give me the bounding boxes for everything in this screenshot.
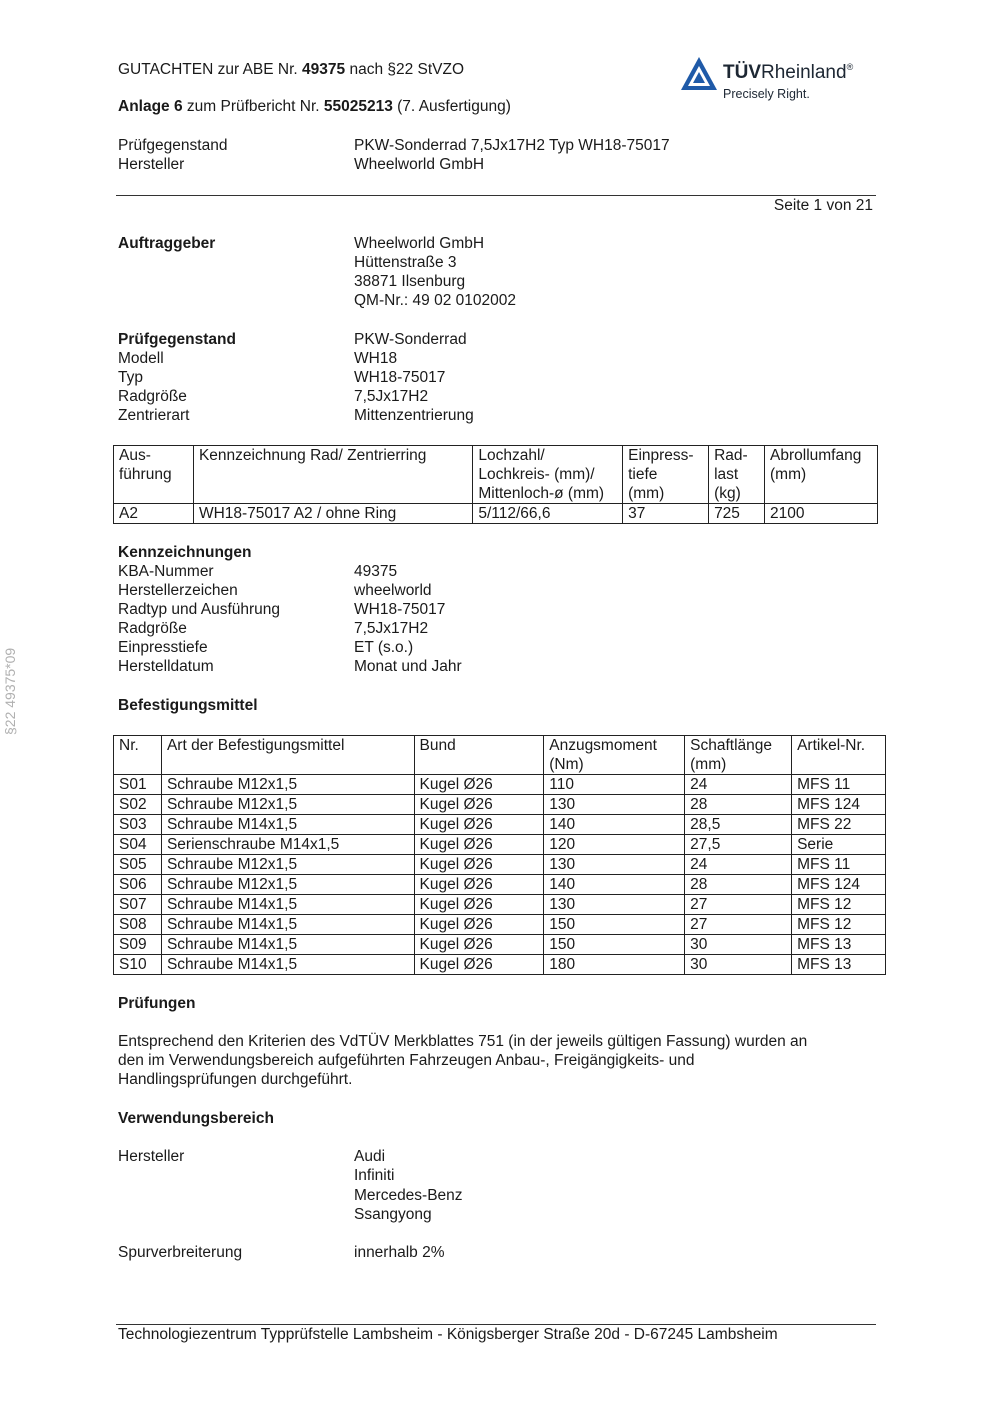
fastener-cell: S05 <box>114 855 162 875</box>
fastener-cell: 150 <box>544 935 685 955</box>
footer-text: Technologiezentrum Typprüfstelle Lambsheim - Königsberger Straße 20d - D-67245 Lambsheim <box>118 1326 778 1343</box>
tests-paragraph-line: Handlingsprüfungen durchgeführt. <box>118 1071 353 1088</box>
fastener-cell: Schraube M14x1,5 <box>161 935 414 955</box>
tests-paragraph-line: den im Verwendungsbereich aufgeführten Fahrzeugen Anbau-, Freigängigkeits- und <box>118 1052 695 1069</box>
table-row <box>114 504 878 524</box>
fastener-cell: 140 <box>544 875 685 895</box>
fastener-cell: Schraube M12x1,5 <box>161 775 414 795</box>
wheel-cell: 5/112/66,6 <box>473 504 623 524</box>
marking-label: Radgröße <box>118 620 187 637</box>
fastener-cell: S10 <box>114 955 162 975</box>
subject-row-value: Mittenzentrierung <box>354 407 474 424</box>
fastener-cell: MFS 124 <box>792 875 886 895</box>
client-label: Auftraggeber <box>118 235 216 252</box>
fastener-cell: Schraube M12x1,5 <box>161 795 414 815</box>
table-row <box>114 915 886 935</box>
wheel-header-cell: Abrollumfang (mm) <box>765 446 878 504</box>
fastener-table <box>113 735 886 975</box>
wheel-cell: A2 <box>114 504 194 524</box>
fastener-cell: Schraube M14x1,5 <box>161 955 414 975</box>
subject-row-label: Radgröße <box>118 388 187 405</box>
fastener-cell: S02 <box>114 795 162 815</box>
fastener-cell: 28,5 <box>685 815 792 835</box>
fastener-cell: Serie <box>792 835 886 855</box>
subject-row-value: WH18 <box>354 350 398 367</box>
table-row <box>114 855 886 875</box>
fastener-cell: S03 <box>114 815 162 835</box>
table-row <box>114 875 886 895</box>
fastener-cell: 27,5 <box>685 835 792 855</box>
subject-value: PKW-Sonderrad <box>354 331 467 348</box>
fastener-cell: Schraube M12x1,5 <box>161 875 414 895</box>
fastener-cell: 24 <box>685 775 792 795</box>
table-row <box>114 795 886 815</box>
subject-row-value: 7,5Jx17H2 <box>354 388 429 405</box>
table-row <box>114 815 886 835</box>
table-row <box>114 775 886 795</box>
fastener-cell: MFS 13 <box>792 955 886 975</box>
wheel-header-cell: Kennzeichnung Rad/ Zentrierring <box>193 446 472 504</box>
marking-label: Einpresstiefe <box>118 639 208 656</box>
fastener-cell: Schraube M14x1,5 <box>161 915 414 935</box>
wheel-cell: 2100 <box>765 504 878 524</box>
page-number: Seite 1 von 21 <box>773 197 873 214</box>
tests-title: Prüfungen <box>118 995 196 1012</box>
fastener-cell: 150 <box>544 915 685 935</box>
fastener-cell: Kugel Ø26 <box>414 795 544 815</box>
fastener-cell: 130 <box>544 855 685 875</box>
fastener-cell: Kugel Ø26 <box>414 955 544 975</box>
header-subject-value: PKW-Sonderrad 7,5Jx17H2 Typ WH18-75017 <box>354 137 670 154</box>
logo-claim: Precisely Right. <box>723 87 810 101</box>
logo-brand: TÜVRheinland® <box>723 62 854 83</box>
header-maker-value: Wheelworld GmbH <box>354 156 485 173</box>
subject-row-label: Typ <box>118 369 143 386</box>
fastener-header-cell: Anzugsmoment (Nm) <box>544 736 685 775</box>
fastener-cell: MFS 22 <box>792 815 886 835</box>
fastener-cell: MFS 12 <box>792 915 886 935</box>
fastener-header-cell: Artikel-Nr. <box>792 736 886 775</box>
fastener-cell: 28 <box>685 795 792 815</box>
fastener-cell: Schraube M14x1,5 <box>161 815 414 835</box>
usage-maker: Audi <box>354 1148 386 1165</box>
client-line: 38871 Ilsenburg <box>354 273 466 290</box>
marking-value: Monat und Jahr <box>354 658 462 675</box>
fastener-cell: 120 <box>544 835 685 855</box>
fastener-cell: S01 <box>114 775 162 795</box>
wheel-cell: 37 <box>623 504 709 524</box>
fastener-cell: 140 <box>544 815 685 835</box>
fastener-cell: 24 <box>685 855 792 875</box>
fastener-header-cell: Bund <box>414 736 544 775</box>
fastener-cell: Kugel Ø26 <box>414 815 544 835</box>
markings-title: Kennzeichnungen <box>118 544 252 561</box>
side-watermark: §22 49375*09 <box>2 647 18 735</box>
marking-label: Herstellerzeichen <box>118 582 238 599</box>
fastener-cell: MFS 12 <box>792 895 886 915</box>
tuv-triangle-logo-icon <box>680 56 718 92</box>
client-line: QM-Nr.: 49 02 0102002 <box>354 292 516 309</box>
fastener-cell: Kugel Ø26 <box>414 835 544 855</box>
fastener-cell: Serienschraube M14x1,5 <box>161 835 414 855</box>
fastener-header-cell: Art der Befestigungsmittel <box>161 736 414 775</box>
fastener-cell: 180 <box>544 955 685 975</box>
marking-label: Radtyp und Ausführung <box>118 601 281 618</box>
header-title: GUTACHTEN zur ABE Nr. 49375 nach §22 StVZO <box>118 61 465 78</box>
marking-value: ET (s.o.) <box>354 639 414 656</box>
fastener-cell: Schraube M12x1,5 <box>161 855 414 875</box>
fastener-cell: 30 <box>685 935 792 955</box>
fasteners-title: Befestigungsmittel <box>118 697 258 714</box>
header-subject-label: Prüfgegenstand <box>118 137 228 154</box>
usage-maker: Ssangyong <box>354 1206 432 1223</box>
fastener-cell: 130 <box>544 795 685 815</box>
wheel-table <box>113 445 878 524</box>
fastener-cell: S04 <box>114 835 162 855</box>
marking-label: KBA-Nummer <box>118 563 214 580</box>
usage-track-label: Spurverbreiterung <box>118 1244 243 1261</box>
fastener-cell: Schraube M14x1,5 <box>161 895 414 915</box>
fastener-cell: Kugel Ø26 <box>414 855 544 875</box>
usage-track-value: innerhalb 2% <box>354 1244 445 1261</box>
marking-value: 7,5Jx17H2 <box>354 620 429 637</box>
tests-paragraph-line: Entsprechend den Kriterien des VdTÜV Merkblattes 751 (in der jeweils gültigen Fassung) wurden an <box>118 1033 808 1050</box>
client-line: Hüttenstraße 3 <box>354 254 457 271</box>
fastener-cell: MFS 11 <box>792 855 886 875</box>
client-line: Wheelworld GmbH <box>354 235 485 252</box>
fastener-cell: 130 <box>544 895 685 915</box>
marking-value: wheelworld <box>354 582 432 599</box>
marking-value: WH18-75017 <box>354 601 446 618</box>
fastener-cell: MFS 124 <box>792 795 886 815</box>
subject-label: Prüfgegenstand <box>118 331 236 348</box>
fastener-cell: 27 <box>685 915 792 935</box>
fastener-cell: S07 <box>114 895 162 915</box>
wheel-cell: 725 <box>709 504 765 524</box>
wheel-table-header-row <box>114 446 878 504</box>
wheel-header-cell: Lochzahl/ Lochkreis- (mm)/ Mittenloch-ø (mm) <box>473 446 623 504</box>
header-annex: Anlage 6 zum Prüfbericht Nr. 55025213 (7. Ausfertigung) <box>118 98 511 115</box>
table-row <box>114 895 886 915</box>
fastener-cell: Kugel Ø26 <box>414 775 544 795</box>
subject-row-label: Zentrierart <box>118 407 190 424</box>
marking-value: 49375 <box>354 563 398 580</box>
header-divider <box>116 195 876 196</box>
fastener-cell: 30 <box>685 955 792 975</box>
usage-maker: Infiniti <box>354 1167 395 1184</box>
wheel-cell: WH18-75017 A2 / ohne Ring <box>193 504 472 524</box>
fastener-cell: MFS 11 <box>792 775 886 795</box>
fastener-cell: 110 <box>544 775 685 795</box>
fastener-header-cell: Nr. <box>114 736 162 775</box>
table-row <box>114 935 886 955</box>
fastener-cell: S09 <box>114 935 162 955</box>
fastener-cell: Kugel Ø26 <box>414 895 544 915</box>
fastener-cell: Kugel Ø26 <box>414 875 544 895</box>
table-row <box>114 955 886 975</box>
wheel-header-cell: Einpress- tiefe (mm) <box>623 446 709 504</box>
table-row <box>114 835 886 855</box>
fastener-cell: Kugel Ø26 <box>414 915 544 935</box>
subject-row-label: Modell <box>118 350 164 367</box>
usage-maker-label: Hersteller <box>118 1148 185 1165</box>
fastener-table-header-row <box>114 736 886 775</box>
subject-row-value: WH18-75017 <box>354 369 446 386</box>
header-maker-label: Hersteller <box>118 156 185 173</box>
fastener-cell: 28 <box>685 875 792 895</box>
wheel-header-cell: Aus- führung <box>114 446 194 504</box>
fastener-cell: Kugel Ø26 <box>414 935 544 955</box>
wheel-header-cell: Rad- last (kg) <box>709 446 765 504</box>
usage-maker: Mercedes-Benz <box>354 1187 463 1204</box>
tuv-logo <box>680 56 870 106</box>
usage-title: Verwendungsbereich <box>118 1110 274 1127</box>
fastener-cell: MFS 13 <box>792 935 886 955</box>
fastener-cell: S06 <box>114 875 162 895</box>
fastener-cell: S08 <box>114 915 162 935</box>
fastener-cell: 27 <box>685 895 792 915</box>
marking-label: Herstelldatum <box>118 658 214 675</box>
fastener-header-cell: Schaftlänge (mm) <box>685 736 792 775</box>
